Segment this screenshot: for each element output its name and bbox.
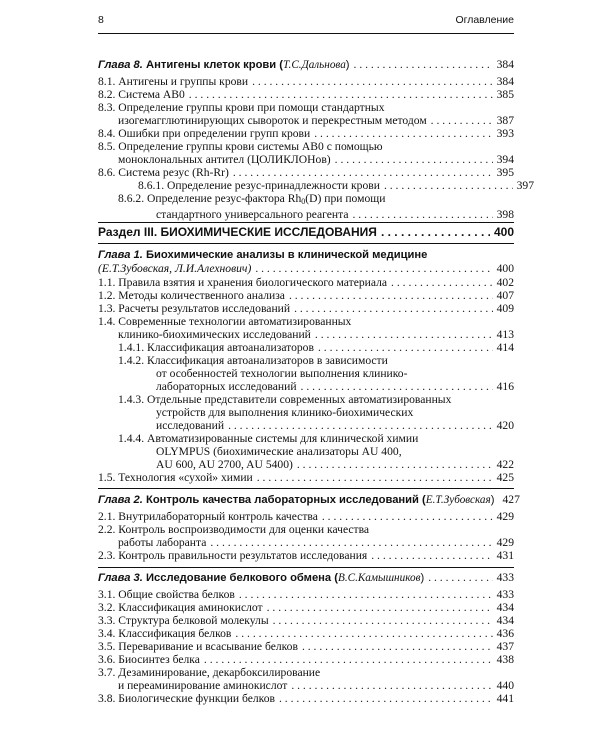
page-ref: 384: [496, 58, 514, 71]
page-number: 8: [98, 14, 104, 26]
entry-text: Переваривание и всасывание белков: [118, 640, 298, 653]
entry-text: ): [490, 494, 495, 506]
entry-text: Раздел III. БИОХИМИЧЕСКИЕ ИССЛЕДОВАНИЯ: [98, 225, 377, 239]
entry-text: 1.5.: [98, 471, 116, 484]
entry-text: AU 600, AU 2700, AU 5400): [156, 458, 293, 471]
entry-text: Общие свойства белков: [118, 588, 235, 601]
entry-text: Определение группы крови при помощи стандартных: [118, 101, 385, 114]
page-ref: 433: [496, 588, 514, 601]
page-ref: 434: [496, 614, 514, 627]
page-ref: 438: [496, 653, 514, 666]
entry-text: 1.1.: [98, 276, 116, 289]
entry-text: Правила взятия и хранения биологического материала: [118, 276, 388, 289]
page-ref: 395: [496, 166, 514, 179]
toc-entry-1-4-4[interactable]: [98, 432, 514, 471]
toc-entry-8-4[interactable]: [98, 127, 514, 140]
entry-text: 3.6.: [98, 653, 116, 666]
entry-text: Е.Т.Зубовская: [425, 494, 491, 506]
page-ref: 441: [496, 692, 514, 705]
toc-entry-3-1[interactable]: [98, 588, 514, 601]
toc-section-3[interactable]: [98, 226, 514, 239]
toc-entry-8-6-1[interactable]: [98, 179, 534, 192]
toc-entry-3-6[interactable]: [98, 653, 514, 666]
toc-entry-3-4[interactable]: [98, 627, 514, 640]
toc-chapter-1[interactable]: [98, 249, 514, 275]
entry-text: Глава 2.: [98, 494, 143, 506]
entry-text: Дезаминирование, декарбоксилирование: [118, 666, 321, 679]
toc-entry-1-1[interactable]: [98, 276, 514, 289]
entry-text: Система АВ0: [118, 88, 185, 101]
page-ref: 400: [493, 225, 514, 239]
toc-entry-3-7[interactable]: [98, 666, 514, 692]
toc-entry-8-5[interactable]: [98, 140, 514, 166]
header-rule: [98, 33, 514, 34]
page-ref: 427: [502, 493, 520, 506]
entry-text: Контроль качества лабораторных исследований (: [142, 494, 426, 506]
entry-text: OLYMPUS (биохимические анализаторы AU 400,: [156, 445, 402, 458]
entry-text: Автоматизированные системы для клинической химии: [147, 432, 419, 445]
entry-text: 8.6.1.: [138, 179, 165, 192]
entry-text: Методы количественного анализа: [118, 289, 285, 302]
entry-text: 3.5.: [98, 640, 116, 653]
entry-text: 8.4.: [98, 127, 116, 140]
entry-text: Система резус (Rh-Rr): [118, 166, 229, 179]
entry-text: Ошибки при определении групп крови: [118, 127, 311, 140]
page-ref: 416: [496, 380, 514, 393]
entry-text: Глава 8.: [98, 59, 143, 71]
entry-text: Глава 1.: [98, 249, 143, 261]
entry-text: и переаминирование аминокислот: [118, 679, 288, 692]
entry-text: Биосинтез белка: [118, 653, 200, 666]
entry-text: устройств для выполнения клинико-биохимических: [156, 406, 414, 419]
entry-text: моноклональных антител (ЦОЛИКЛОНов): [118, 153, 331, 166]
entry-text: 3.7.: [98, 666, 116, 679]
toc-entry-8-6[interactable]: [98, 166, 514, 179]
toc-entry-1-4-3[interactable]: [98, 393, 514, 432]
entry-text: В.С.Камышников: [337, 572, 421, 584]
page-ref: 431: [496, 549, 514, 562]
entry-text: Антигены клеток крови (: [142, 59, 284, 71]
entry-text: 1.2.: [98, 289, 116, 302]
entry-text: 2.2.: [98, 523, 116, 536]
entry-text: (Е.Т.Зубовская, Л.И.Алехнович): [98, 262, 252, 275]
page-ref: 385: [496, 88, 514, 101]
entry-text: Биологические функции белков: [118, 692, 275, 705]
page-ref: 425: [496, 471, 514, 484]
entry-text: 8.5.: [98, 140, 116, 153]
toc-entry-1-4-1[interactable]: [98, 341, 514, 354]
entry-text: 1.4.: [98, 315, 116, 328]
entry-text: 8.6.2.: [118, 192, 145, 205]
entry-text: ): [345, 59, 350, 71]
entry-text: Т.С.Дальнова: [283, 59, 346, 71]
page-ref: 440: [496, 679, 514, 692]
running-header-title: Оглавление: [455, 14, 514, 26]
section-rule-top: [98, 222, 514, 223]
page-ref: 407: [496, 289, 514, 302]
toc-entry-1-4[interactable]: [98, 315, 514, 341]
section-rule-bottom: [98, 243, 514, 244]
toc-entry-8-6-2[interactable]: [98, 192, 514, 221]
toc-chapter-3[interactable]: [98, 571, 514, 585]
entry-text: 2.3.: [98, 549, 116, 562]
page-ref: 420: [496, 419, 514, 432]
page-ref: 409: [496, 302, 514, 315]
entry-text: от особенностей технологии выполнения клинико-: [156, 367, 408, 380]
entry-text: лабораторных исследований: [156, 380, 297, 393]
entry-text: Контроль воспроизводимости для оценки качества: [118, 523, 370, 536]
page-ref: 414: [496, 341, 514, 354]
page-ref: 398: [496, 208, 514, 221]
entry-text: 1.4.2.: [118, 354, 145, 367]
entry-text: 8.1.: [98, 75, 116, 88]
entry-text: Определение группы крови системы АВ0 с помощью: [118, 140, 383, 153]
toc-chapter-8[interactable]: [98, 58, 514, 72]
page-ref: 437: [496, 640, 514, 653]
page-ref: 434: [496, 601, 514, 614]
toc-entry-2-1[interactable]: [98, 510, 514, 523]
entry-text: 1.3.: [98, 302, 116, 315]
entry-text: Расчеты результатов исследований: [118, 302, 291, 315]
entry-text: Внутрилабораторный контроль качества: [118, 510, 318, 523]
entry-text: 3.1.: [98, 588, 116, 601]
entry-text: работы лаборанта: [118, 536, 207, 549]
entry-text: ): [420, 572, 425, 584]
entry-text: 3.4.: [98, 627, 116, 640]
toc-entry-3-3[interactable]: [98, 614, 514, 627]
entry-text: (D) при помощи: [305, 192, 386, 205]
page-ref: 413: [496, 328, 514, 341]
entry-text: 1.4.1.: [118, 341, 145, 354]
toc-entry-1-4-2[interactable]: [98, 354, 514, 393]
toc-entry-1-5[interactable]: [98, 471, 514, 484]
toc-entry-8-1[interactable]: [98, 75, 514, 88]
toc-entry-1-2[interactable]: [98, 289, 514, 302]
entry-text: 3.8.: [98, 692, 116, 705]
entry-text: исследований: [156, 419, 225, 432]
page-ref: 422: [496, 458, 514, 471]
entry-text: 1.4.3.: [118, 393, 145, 406]
page-ref: 384: [496, 75, 514, 88]
toc-entry-2-2[interactable]: [98, 523, 514, 549]
entry-text: Отдельные представители современных автоматизированных: [147, 393, 452, 406]
entry-text: Глава 3.: [98, 572, 143, 584]
entry-text: 8.6.: [98, 166, 116, 179]
entry-text: Классификация белков: [118, 627, 232, 640]
entry-text: 1.4.4.: [118, 432, 145, 445]
page-ref: 402: [496, 276, 514, 289]
entry-text: Исследование белкового обмена (: [142, 572, 338, 584]
chapter-rule: [98, 567, 514, 568]
chapter-rule: [98, 488, 514, 489]
entry-text: Определение резус-фактора Rh: [147, 192, 302, 205]
page-ref: 436: [496, 627, 514, 640]
toc-entry-3-8[interactable]: [98, 692, 514, 705]
toc-entry-3-2[interactable]: [98, 601, 514, 614]
page-ref: 393: [496, 127, 514, 140]
page-ref: 429: [496, 510, 514, 523]
entry-text: 8.3.: [98, 101, 116, 114]
entry-text: 8.2.: [98, 88, 116, 101]
entry-text: стандартного универсального реагента: [156, 208, 349, 221]
entry-text: 2.1.: [98, 510, 116, 523]
entry-text: изогемагглютинирующих сывороток и перекрестным методом: [118, 114, 427, 127]
entry-text: Классификация автоанализаторов: [147, 341, 314, 354]
entry-text: Антигены и группы крови: [118, 75, 249, 88]
entry-text: Определение резус-принадлежности крови: [167, 179, 380, 192]
toc-entry-8-3[interactable]: [98, 101, 514, 127]
entry-text: Биохимические анализы в клинической медицине: [142, 249, 428, 261]
page-ref: 394: [496, 153, 514, 166]
entry-text: 3.3.: [98, 614, 116, 627]
toc-entry-1-3[interactable]: [98, 302, 514, 315]
toc-entry-3-5[interactable]: [98, 640, 514, 653]
entry-text: Классификация аминокислот: [118, 601, 263, 614]
toc-entry-8-2[interactable]: [98, 88, 514, 101]
entry-text: Современные технологии автоматизированных: [118, 315, 352, 328]
page-ref: 433: [496, 571, 514, 584]
toc-chapter-2[interactable]: [98, 493, 520, 507]
entry-text: Структура белковой молекулы: [118, 614, 269, 627]
toc-entry-2-3[interactable]: [98, 549, 514, 562]
entry-text: клинико-биохимических исследований: [118, 328, 311, 341]
page-ref: 387: [496, 114, 514, 127]
page-ref: 429: [496, 536, 514, 549]
entry-text: Контроль правильности результатов исследования: [118, 549, 368, 562]
entry-text: Классификация автоанализаторов в зависимости: [147, 354, 388, 367]
page-ref: 397: [516, 179, 534, 192]
entry-text: Технология «сухой» химии: [118, 471, 253, 484]
entry-text: 3.2.: [98, 601, 116, 614]
page-ref: 400: [496, 262, 514, 275]
entry-text: 0: [301, 197, 306, 206]
